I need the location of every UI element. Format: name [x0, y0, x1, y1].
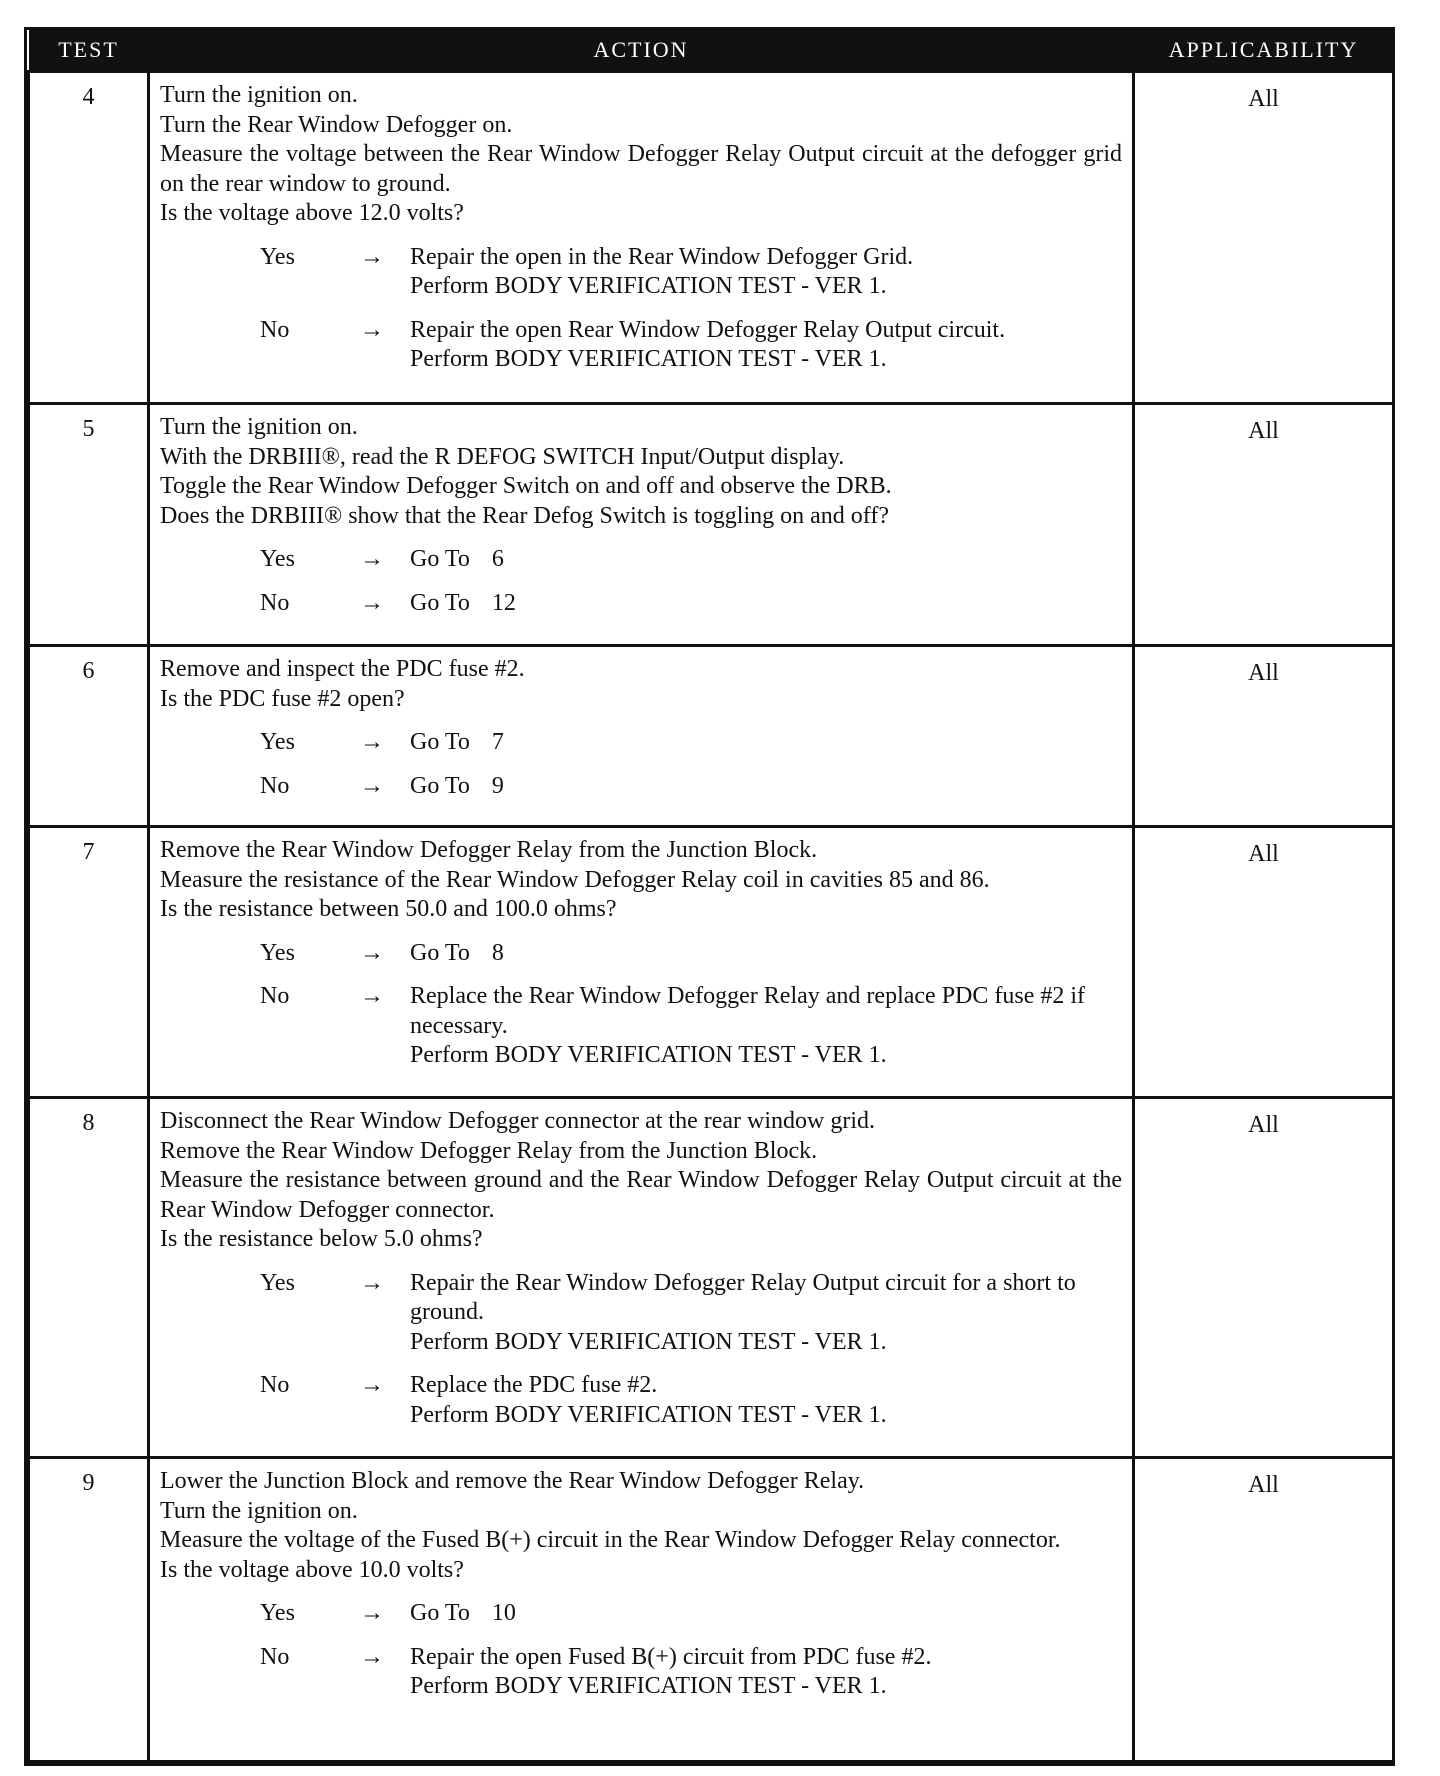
step-text: Measure the resistance between ground and the Rear Window Defogger Relay Output circuit at the Rear Window Defogger connector. — [160, 1167, 1122, 1223]
goto-label: Go To — [410, 772, 470, 799]
no-label: No — [260, 1372, 290, 1398]
yes-label: Yes — [260, 939, 295, 966]
result-text: Replace the PDC fuse #2. — [410, 1372, 658, 1398]
test-table — [27, 30, 1395, 1763]
applicability-value: All — [1134, 404, 1394, 646]
yes-label: Yes — [260, 546, 295, 572]
yes-label: Yes — [260, 1600, 295, 1626]
applicability-value: All — [1134, 646, 1394, 827]
goto-target: 12 — [491, 589, 516, 616]
no-label: No — [260, 1643, 290, 1670]
table-row — [29, 1098, 1394, 1458]
yes-outcome — [160, 545, 1122, 575]
result-text: Repair the open Rear Window Defogger Relay Output circuit. — [410, 316, 1006, 343]
no-label: No — [260, 316, 290, 343]
step-text: Is the voltage above 12.0 volts? — [160, 200, 464, 226]
header-applicability: APPLICABILITY — [1134, 30, 1394, 72]
arrow-icon: → — [360, 243, 384, 270]
goto-label: Go To — [410, 1600, 470, 1626]
step-text: Lower the Junction Block and remove the Rear Window Defogger Relay. — [160, 1468, 865, 1494]
yes-outcome — [160, 243, 1122, 302]
step-text: Measure the voltage of the Fused B(+) circuit in the Rear Window Defogger Relay connector. — [160, 1527, 1061, 1553]
yes-outcome — [160, 728, 1122, 758]
no-label: No — [260, 589, 290, 616]
step-text: With the DRBIII®, read the R DEFOG SWITCH Input/Output display. — [160, 443, 845, 470]
goto-label: Go To — [410, 589, 470, 616]
step-text: Turn the Rear Window Defogger on. — [160, 111, 513, 138]
arrow-icon: → — [360, 1643, 384, 1670]
result-text: Perform BODY VERIFICATION TEST - VER 1. — [410, 273, 887, 299]
applicability-value: All — [1134, 1458, 1394, 1762]
goto-target: 10 — [491, 1600, 516, 1626]
action-cell — [149, 404, 1134, 646]
test-number: 5 — [29, 404, 149, 646]
table-row — [29, 646, 1394, 827]
diagnostic-table — [24, 27, 1395, 1766]
step-text: Remove the Rear Window Defogger Relay from the Junction Block. — [160, 837, 818, 863]
arrow-icon: → — [360, 546, 384, 572]
result-text: Perform BODY VERIFICATION TEST - VER 1. — [410, 1673, 887, 1699]
step-text: Turn the ignition on. — [160, 1497, 358, 1524]
step-text: Measure the resistance of the Rear Window Defogger Relay coil in cavities 85 and 86. — [160, 866, 990, 893]
yes-outcome — [160, 1269, 1122, 1358]
step-text: Is the resistance below 5.0 ohms? — [160, 1226, 483, 1252]
step-text: Is the resistance between 50.0 and 100.0 ohms? — [160, 896, 617, 922]
step-text: Is the PDC fuse #2 open? — [160, 685, 405, 712]
step-text: Turn the ignition on. — [160, 82, 358, 108]
step-text: Turn the ignition on. — [160, 414, 358, 440]
goto-target: 6 — [491, 546, 504, 572]
result-text: Replace the Rear Window Defogger Relay and replace PDC fuse #2 if necessary. — [410, 983, 1086, 1039]
step-text: Remove the Rear Window Defogger Relay from the Junction Block. — [160, 1137, 818, 1164]
table-header — [29, 30, 1394, 72]
result-text: Perform BODY VERIFICATION TEST - VER 1. — [410, 346, 887, 372]
step-text: Is the voltage above 10.0 volts? — [160, 1556, 464, 1583]
table-row — [29, 404, 1394, 646]
step-text: Disconnect the Rear Window Defogger connector at the rear window grid. — [160, 1108, 876, 1134]
applicability-value: All — [1134, 1098, 1394, 1458]
test-number: 4 — [29, 72, 149, 404]
no-label: No — [260, 983, 290, 1009]
yes-label: Yes — [260, 729, 295, 755]
no-outcome — [160, 316, 1122, 375]
arrow-icon: → — [360, 772, 384, 799]
action-cell — [149, 1458, 1134, 1762]
test-number: 9 — [29, 1458, 149, 1762]
arrow-icon: → — [360, 939, 384, 966]
step-text: Remove and inspect the PDC fuse #2. — [160, 656, 525, 682]
goto-target: 7 — [491, 729, 504, 755]
yes-outcome — [160, 1599, 1122, 1629]
arrow-icon: → — [360, 1269, 384, 1296]
no-outcome — [160, 1643, 1122, 1702]
step-text: Toggle the Rear Window Defogger Switch on and off and observe the DRB. — [160, 473, 892, 499]
action-cell — [149, 72, 1134, 404]
arrow-icon: → — [360, 1372, 384, 1398]
arrow-icon: → — [360, 316, 384, 343]
goto-target: 9 — [491, 772, 504, 799]
test-number: 7 — [29, 827, 149, 1098]
test-number: 6 — [29, 646, 149, 827]
no-outcome — [160, 589, 1122, 619]
applicability-value: All — [1134, 72, 1394, 404]
goto-target: 8 — [491, 939, 504, 966]
no-outcome — [160, 982, 1122, 1071]
no-outcome — [160, 1371, 1122, 1430]
action-cell — [149, 1098, 1134, 1458]
result-text: Perform BODY VERIFICATION TEST - VER 1. — [410, 1328, 887, 1355]
result-text: Repair the open Fused B(+) circuit from PDC fuse #2. — [410, 1643, 932, 1670]
arrow-icon: → — [360, 589, 384, 616]
table-row — [29, 827, 1394, 1098]
result-text: Repair the Rear Window Defogger Relay Output circuit for a short to ground. — [410, 1269, 1076, 1325]
test-number: 8 — [29, 1098, 149, 1458]
result-text: Repair the open in the Rear Window Defogger Grid. — [410, 243, 914, 270]
action-cell — [149, 827, 1134, 1098]
applicability-value: All — [1134, 827, 1394, 1098]
arrow-icon: → — [360, 983, 384, 1009]
yes-label: Yes — [260, 1269, 295, 1296]
header-test: TEST — [29, 30, 149, 72]
result-text: Perform BODY VERIFICATION TEST - VER 1. — [410, 1401, 887, 1428]
arrow-icon: → — [360, 729, 384, 755]
no-outcome — [160, 772, 1122, 802]
table-row — [29, 1458, 1394, 1762]
yes-outcome — [160, 939, 1122, 969]
step-text: Does the DRBIII® show that the Rear Defog Switch is toggling on and off? — [160, 502, 889, 529]
goto-label: Go To — [410, 939, 470, 966]
action-cell — [149, 646, 1134, 827]
goto-label: Go To — [410, 729, 470, 755]
no-label: No — [260, 772, 290, 799]
header-action: ACTION — [149, 30, 1134, 72]
table-row — [29, 72, 1394, 404]
goto-label: Go To — [410, 546, 470, 572]
arrow-icon: → — [360, 1600, 384, 1626]
result-text: Perform BODY VERIFICATION TEST - VER 1. — [410, 1042, 887, 1068]
step-text: Measure the voltage between the Rear Window Defogger Relay Output circuit at the defogger grid on the rear window to ground. — [160, 141, 1122, 197]
yes-label: Yes — [260, 243, 295, 270]
